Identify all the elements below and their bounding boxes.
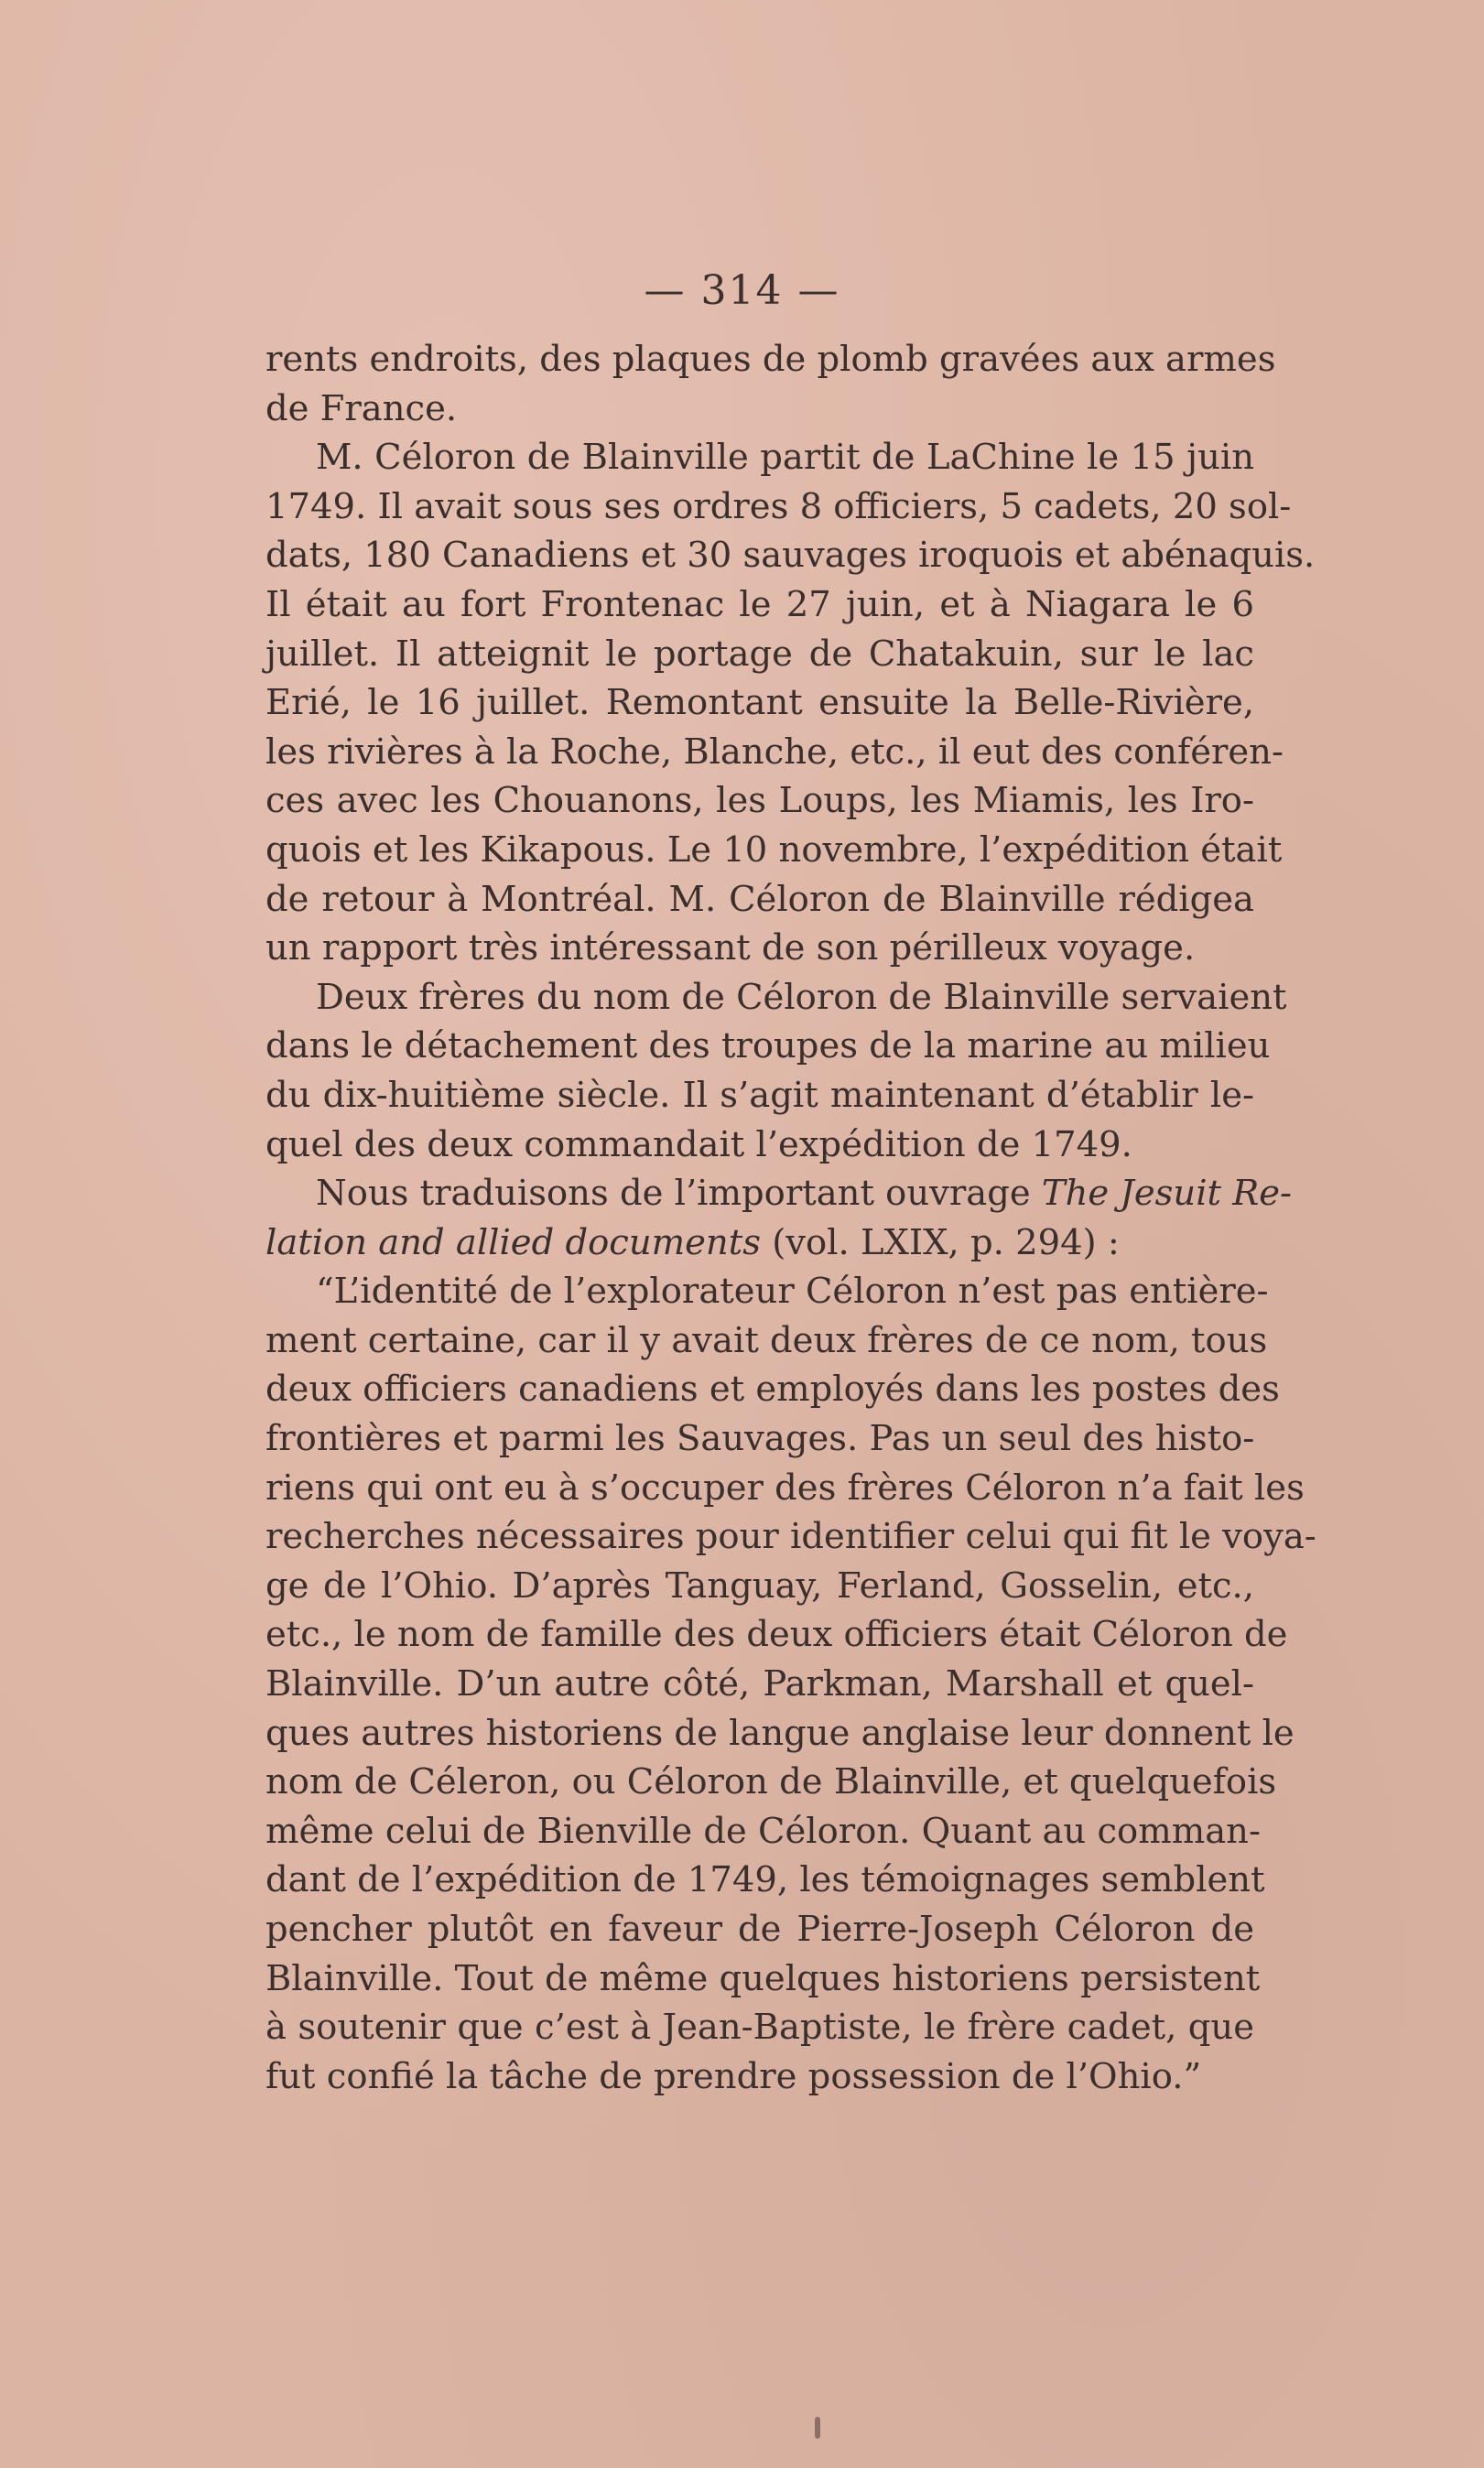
quotation (265, 1267, 1316, 2101)
text-line: de France. (265, 387, 458, 429)
text-line: nom de Céleron, ou Céloron de Blainville, et quelquefois (265, 1761, 1277, 1803)
text-line: recherches nécessaires pour identifier celui qui fit le voya- (265, 1516, 1316, 1558)
text-line: Deux frères du nom de Céloron de Blainville servaient (316, 976, 1287, 1018)
text-line: etc., le nom de famille des deux officiers était Céloron de (265, 1614, 1288, 1656)
text-line: dats, 180 Canadiens et 30 sauvages iroquois et abénaquis. (265, 535, 1316, 577)
body-text (265, 335, 1316, 2101)
paragraphs-intro (265, 335, 1316, 1169)
text-line: deux officiers canadiens et employés dans les postes des (265, 1369, 1280, 1411)
text-line: 1749. Il avait sous ses ordres 8 officiers, 5 cadets, 20 sol- (265, 485, 1292, 527)
text-line: de retour à Montréal. M. Céloron de Blainville rédigea (265, 878, 1254, 920)
text-line: Blainville. Tout de même quelques historiens persistent (265, 1957, 1261, 1999)
text-line: frontières et parmi les Sauvages. Pas un seul des histo- (265, 1418, 1255, 1460)
text-line: ge de l’Ohio. D’après Tanguay, Ferland, Gosselin, etc., (265, 1564, 1254, 1607)
text-line: quel des deux commandait l’expédition de 1749. (265, 1123, 1132, 1165)
text-line: riens qui ont eu à s’occuper des frères Céloron n’a fait les (265, 1467, 1305, 1509)
text-line: “L’identité de l’explorateur Céloron n’est pas entière- (316, 1271, 1269, 1313)
text-line: dant de l’expédition de 1749, les témoignages semblent (265, 1859, 1265, 1901)
text-line: ques autres historiens de langue anglaise leur donnent le (265, 1712, 1294, 1754)
text-line: ment certaine, car il y avait deux frères de ce nom, tous (265, 1319, 1268, 1361)
text-line: pencher plutôt en faveur de Pierre-Joseph Céloron de (265, 1909, 1254, 1950)
text-line: rents endroits, des plaques de plomb gravées aux armes (265, 339, 1276, 380)
text-line: ces avec les Chouanons, les Loups, les Miamis, les Iro- (265, 780, 1254, 822)
ink-mark (815, 2417, 820, 2439)
text-line-citation-cont: lation and allied documents (vol. LXIX, p. 294) : (265, 1221, 1120, 1263)
text-line: les rivières à la Roche, Blanche, etc., il eut des conféren- (265, 731, 1284, 773)
text-line: dans le détachement des troupes de la marine au milieu (265, 1025, 1271, 1067)
text-line: M. Céloron de Blainville partit de LaChine le 15 juin (316, 437, 1254, 479)
text-line: fut confié la tâche de prendre possession de l’Ohio.” (265, 2055, 1202, 2097)
text-line: du dix-huitième siècle. Il s’agit maintenant d’établir le- (265, 1074, 1254, 1116)
text-line: un rapport très intéressant de son périlleux voyage. (265, 927, 1196, 969)
text-line: même celui de Bienville de Céloron. Quant au comman- (265, 1810, 1261, 1852)
text-line: Il était au fort Frontenac le 27 juin, et à Niagara le 6 (265, 583, 1254, 625)
text-line: à soutenir que c’est à Jean-Baptiste, le frère cadet, que (265, 2007, 1254, 2049)
page-number: — 314 — (644, 267, 840, 314)
text-line: Erié, le 16 juillet. Remontant ensuite la Belle-Rivière, (265, 682, 1254, 724)
text-line: quois et les Kikapous. Le 10 novembre, l’expédition était (265, 828, 1283, 871)
text-line: juillet. Il atteignit le portage de Chatakuin, sur le lac (265, 633, 1254, 675)
text-line-citation: Nous traduisons de l’important ouvrage The Jesuit Re- (316, 1173, 1292, 1215)
text-line: Blainville. D’un autre côté, Parkman, Marshall et quel- (265, 1663, 1254, 1705)
